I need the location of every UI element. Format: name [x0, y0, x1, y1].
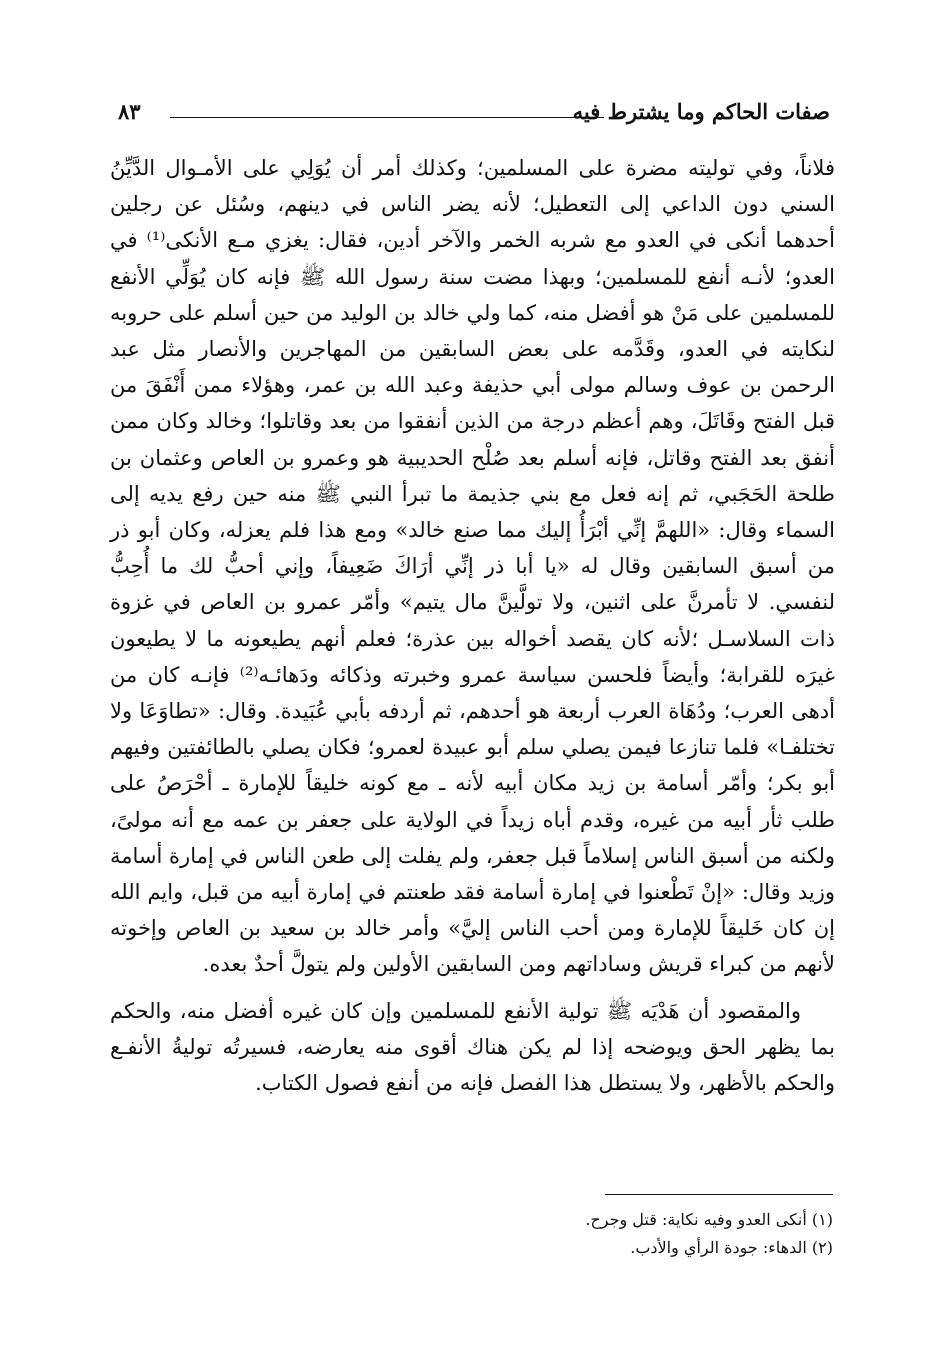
paragraph-2: والمقصود أن هَدْيَه ﷺ تولية الأنفع للمسلمين وإن كان غيره أفضل منه، والحكم بما يظهر الحق ويوضحه إذا لم يكن هناك أقوى منه يعارضه، فسيرتُه توليةُ الأنفـع والحكم بالأظهر، ولا يستطل هذا الفصل فإنه من أنفع فصول الكتاب.	[110, 998, 835, 1096]
running-header	[118, 95, 830, 135]
page-number: ٨٣	[118, 99, 141, 124]
paragraph-1: فلاناً، وفي توليته مضرة على المسلمين؛ وكذلك أمر أن يُوَلِي على الأمـوال الدَّيِّنُ السني دون الداعي إلى التعطيل؛ لأنه يضر الناس في دينهم، وسُئل عن رجلين أحدهما أنكى في العدو مع شربه الخمر والآخر أدين، فقال: يغزي مـع الأنكى⁽¹⁾ في العدو؛ لأنـه أنفع للمسلمين؛ وبهذا مضت سنة رسول الله ﷺ فإنه كان يُوَلِّي الأنفع للمسلمين على مَنْ هو أفضل منه، كما ولي خالد بن الوليد من حين أسلم على حروبه لنكايته في العدو، وقَدَّمه على بعض السابقين من المهاجرين والأنصار مثل عبد الرحمن بن عوف وسالم مولى أبي حذيفة وعبد الله بن عمر، وهؤلاء ممن أَنْفَقَ من قبل الفتح وقَاتَلَ، وهم أعظم درجة من الذين أنفقوا من بعد وقاتلوا؛ وخالد وكان ممن أنفق بعد الفتح وقاتل، فإنه أسلم بعد صُلْح الحديبية هو وعمرو بن العاص وعثمان بن طلحة الحَجَبي، ثم إنه فعل مع بني جذيمة ما تبرأ النبي ﷺ منه حين رفع يديه إلى السماء وقال: «اللهمَّ إنِّي أبْرَأُ إليك مما صنع خالد» ومع هذا فلم يعزله، وكان أبو ذر من أسبق السابقين وقال له «يا أبا ذر إنِّي أرَاكَ ضَعِيفاً، وإني أحبُّ لك ما أُحِبُّ لنفسي. لا تأمرنَّ على اثنين، ولا تولَّينَّ مال يتيم» وأمّر عمرو بن العاص في غزوة ذات السلاسـل ؛لأنه كان يقصد أخواله بين عذرة؛ فعلم أنهم يطيعونه ما لا يطيعون غيرَه للقرابة؛ وأيضاً فلحسن سياسة عمرو وخبرته وذكائه ودَهائـه⁽²⁾ فإنـه كان من أدهى العرب؛ ودُهَاة العرب أربعة هو أحدهم، ثم أردفه بأبي عُبَيدة. وقال: «تطاوَعَا ولا تختلفـا» فلما تنازعا فيمن يصلي سلم أبو عبيدة لعمرو؛ فكان يصلي بالطائفتين وفيهم أبو بكر؛ وأمّر أسامة بن زيد مكان أبيه لأنه ـ مع كونه خليقاً للإمارة ـ أحْرَصُ على طلب ثأر أبيه من غيره، وقدم أباه زيداً في الولاية على جعفر بن عمه مع أنه مولىً، ولكنه من أسبق الناس إسلاماً قبل جعفر، ولم يفلت إلى طعن الناس في إمارة أسامة وزيد وقال: «إنْ تَطْعنوا في إمارة أسامة فقد طعنتم في إمارة أبيه من قبل، وايم الله إن كان خَليقاً للإمارة ومن أحب الناس إليَّ» وأمر خالد بن سعيد بن العاص وإخوته لأنهم من كبراء قريش وساداتهم ومن السابقين الأولين ولم يتولَّ أحدٌ بعده.	[110, 156, 835, 977]
footnote-1: (١) أنكى العدو وفيه نكاية: قتل وجرح.	[585, 1210, 833, 1229]
header-rule	[170, 117, 604, 118]
main-text	[110, 150, 835, 1101]
chapter-title: صفات الحاكم وما يشترط فيه	[572, 99, 830, 124]
footnote-rule	[605, 1194, 833, 1195]
footnotes	[300, 1206, 833, 1262]
footnote-2: (٢) الدهاء: جودة الرأي والأدب.	[630, 1238, 833, 1257]
